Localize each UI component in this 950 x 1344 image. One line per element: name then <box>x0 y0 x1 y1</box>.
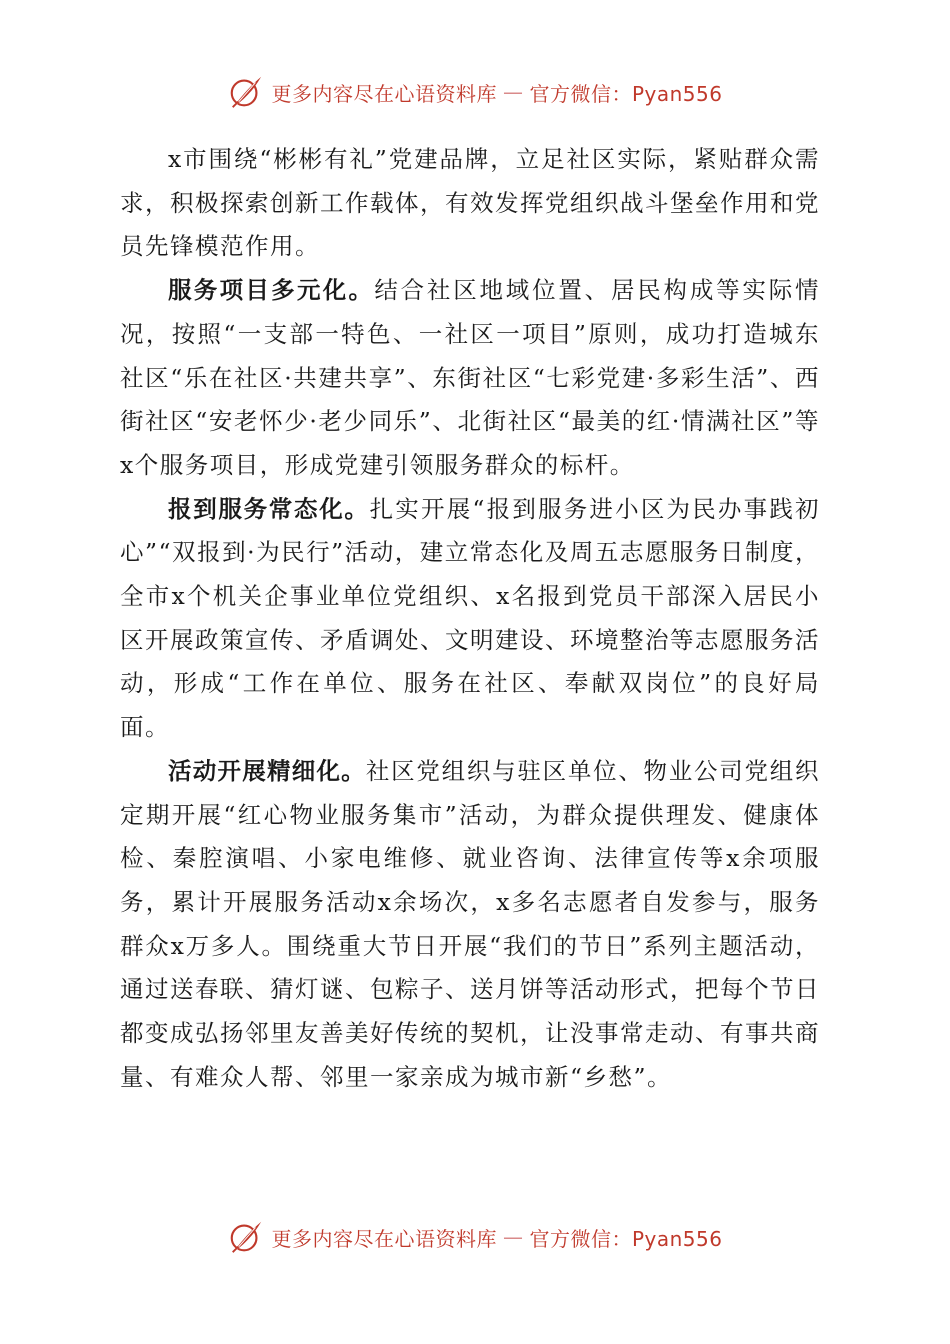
paragraph-heading: 服务项目多元化。 <box>168 276 375 305</box>
banner-separator: — <box>502 1225 524 1249</box>
paragraph-text: 结合社区地域位置、居民构成等实际情况，按照“一支部一特色、一社区一项目”原则，成功打造城东社区“乐在社区·共建共享”、东街社区“七彩党建·多彩生活”、西街社区“安老怀少·老少同乐”、北街社区“最美的红·情满社区”等x个服务项目，形成党建引领服务群众的标杆。 <box>120 276 821 479</box>
paragraph-text: x市围绕“彬彬有礼”党建品牌，立足社区实际，紧贴群众需求，积极探索创新工作载体，有效发挥党组织战斗堡垒作用和党员先锋模范作用。 <box>120 145 820 261</box>
paragraph-text: 扎实开展“报到服务进小区为民办事践初心”“双报到·为民行”活动，建立常态化及周五志愿服务日制度，全市x个机关企事业单位党组织、x名报到党员干部深入居民小区开展政策宣传、矛盾调处、文明建设、环境整治等志愿服务活动，形成“工作在单位、服务在社区、奉献双岗位”的良好局面。 <box>120 494 821 742</box>
banner-text: 更多内容尽在心语资料库 <box>271 81 497 106</box>
banner-contact: 官方微信：Pyan556 <box>529 1226 723 1251</box>
paragraph-intro <box>120 138 820 269</box>
paragraph-text: 社区党组织与驻区单位、物业公司党组织定期开展“红心物业服务集市”活动，为群众提供理发、健康体检、秦腔演唱、小家电维修、就业咨询、法律宣传等x余项服务，累计开展服务活动x余场次，x多名志愿者自发参与，服务群众x万多人。围绕重大节日开展“我们的节日”系列主题活动，通过送春联、猜灯谜、包粽子、送月饼等活动形式，把每个节日都变成弘扬邻里友善美好传统的契机，让没事常走动、有事共商量、有难众人帮、邻里一家亲成为城市新“乡愁”。 <box>120 756 821 1091</box>
feather-quill-logo-icon <box>227 1218 265 1256</box>
document-body <box>120 138 820 1099</box>
feather-quill-logo-icon <box>227 73 265 111</box>
banner-contact: 官方微信：Pyan556 <box>529 81 723 106</box>
paragraph-activities <box>120 750 820 1100</box>
footer-banner <box>0 1217 950 1257</box>
banner-text: 更多内容尽在心语资料库 <box>271 1226 497 1251</box>
banner-separator: — <box>502 80 524 104</box>
paragraph-heading: 活动开展精细化。 <box>168 756 366 785</box>
paragraph-report-service <box>120 488 820 750</box>
paragraph-service-projects <box>120 269 820 488</box>
paragraph-heading: 报到服务常态化。 <box>168 494 370 523</box>
header-banner <box>0 72 950 112</box>
